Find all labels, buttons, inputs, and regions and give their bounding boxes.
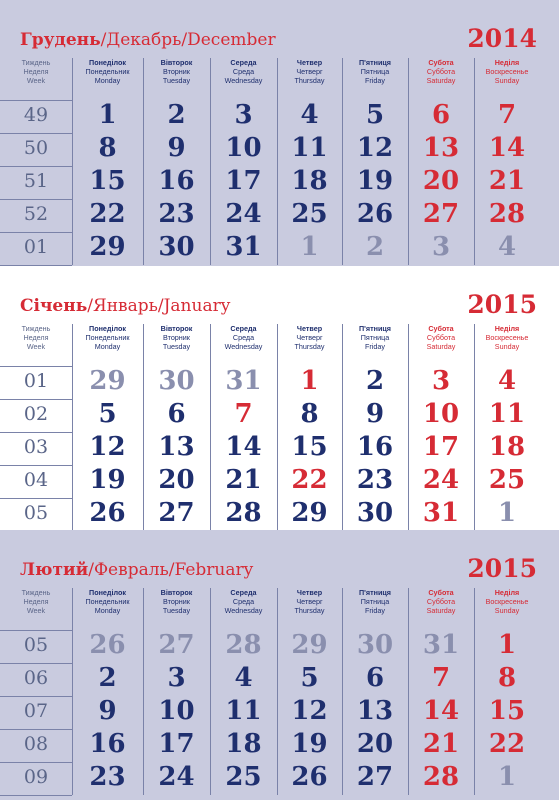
- day-header-label: П'ятниця: [359, 588, 391, 597]
- day-header: [143, 58, 210, 100]
- calendar-day: 27: [158, 630, 195, 660]
- calendar-day: 3: [431, 232, 451, 262]
- day-header: [474, 58, 540, 100]
- day-header-label: Субота: [428, 588, 454, 597]
- week-number: 02: [23, 403, 49, 425]
- calendar-day: 23: [89, 762, 126, 792]
- calendar-day: 31: [422, 630, 460, 660]
- calendar-day: 8: [497, 663, 517, 693]
- day-header-label: Субота: [428, 324, 454, 333]
- day-header-label: Четверг: [296, 333, 323, 342]
- day-header: [277, 324, 342, 366]
- calendar-day: 29: [291, 630, 328, 660]
- day-header: [277, 588, 342, 630]
- calendar-day: 8: [300, 399, 319, 429]
- day-header-label: Monday: [94, 342, 121, 351]
- calendar-day: 16: [356, 432, 394, 462]
- week-number: 06: [23, 667, 49, 689]
- day-header-label: Суббота: [426, 597, 456, 606]
- year-label: 2015: [467, 554, 537, 583]
- calendar-day: 3: [431, 366, 451, 396]
- day-header-label: Вівторок: [160, 324, 193, 333]
- row-divider: [0, 729, 72, 730]
- calendar-day: 25: [488, 465, 526, 495]
- day-header-label: Субота: [428, 58, 454, 67]
- day-header: [408, 324, 474, 366]
- day-header-label: Среда: [232, 333, 255, 342]
- calendar-day: 13: [356, 696, 394, 726]
- calendar-day: 12: [89, 432, 126, 462]
- calendar-day: 26: [89, 498, 126, 528]
- calendar-day: 20: [158, 465, 195, 495]
- day-header-label: Понеділок: [89, 324, 126, 333]
- row-divider: [0, 166, 72, 167]
- calendar-day: 3: [234, 100, 253, 130]
- calendar-grid: [0, 588, 559, 795]
- calendar-day: 30: [356, 498, 394, 528]
- calendar-day: 11: [291, 133, 328, 163]
- row-divider: [0, 465, 72, 466]
- month-december-2014: [0, 0, 559, 266]
- calendar-day: 4: [497, 232, 517, 262]
- day-header: [210, 324, 277, 366]
- calendar-day: 12: [356, 133, 394, 163]
- calendar-day: 27: [158, 498, 195, 528]
- calendar-day: 22: [89, 199, 126, 229]
- calendar-day: 25: [225, 762, 262, 792]
- calendar-day: 23: [158, 199, 195, 229]
- week-header-label: Неделя: [23, 597, 49, 606]
- row-divider: [0, 630, 72, 631]
- calendar-day: 21: [488, 166, 526, 196]
- week-number: 07: [23, 700, 49, 722]
- calendar-day: 20: [422, 166, 460, 196]
- day-header-label: Пятница: [360, 333, 390, 342]
- day-header-label: Tuesday: [162, 342, 191, 351]
- calendar-day: 11: [225, 696, 262, 726]
- calendar-day: 28: [225, 498, 262, 528]
- day-header-label: Wednesday: [224, 606, 263, 615]
- day-header-label: Понедельник: [85, 333, 130, 342]
- day-header-label: Понедельник: [85, 597, 130, 606]
- calendar-day: 1: [300, 232, 319, 262]
- calendar-day: 17: [422, 432, 460, 462]
- day-header-label: Friday: [365, 606, 385, 615]
- day-header-label: Воскресенье: [485, 597, 529, 606]
- month-february-2015: [0, 530, 559, 800]
- day-header-label: Воскресенье: [485, 67, 529, 76]
- week-number: 01: [23, 370, 49, 392]
- day-header: [342, 588, 408, 630]
- day-header-label: Sunday: [494, 606, 520, 615]
- calendar-day: 15: [291, 432, 328, 462]
- calendar-day: 27: [422, 199, 460, 229]
- day-header-label: Понеділок: [89, 58, 126, 67]
- week-number: 50: [23, 137, 49, 159]
- row-divider: [0, 762, 72, 763]
- week-header: [0, 58, 72, 100]
- calendar-day: 21: [422, 729, 460, 759]
- day-header: [474, 324, 540, 366]
- calendar-day: 4: [300, 100, 319, 130]
- calendar-day: 31: [422, 498, 460, 528]
- calendar-day: 18: [291, 166, 328, 196]
- calendar-day: 5: [98, 399, 117, 429]
- calendar-day: 9: [167, 133, 186, 163]
- calendar-day: 19: [356, 166, 394, 196]
- day-header: [408, 58, 474, 100]
- calendar-day: 6: [431, 100, 451, 130]
- calendar-day: 10: [225, 133, 262, 163]
- day-header-label: Sunday: [494, 76, 520, 85]
- calendar-day: 9: [365, 399, 385, 429]
- day-header: [210, 588, 277, 630]
- row-divider: [0, 399, 72, 400]
- calendar-day: 29: [89, 232, 126, 262]
- day-header-label: Пятница: [360, 67, 390, 76]
- day-header-label: Вівторок: [160, 588, 193, 597]
- week-header-label: Неделя: [23, 333, 49, 342]
- day-header-label: Wednesday: [224, 76, 263, 85]
- calendar-day: 6: [365, 663, 385, 693]
- row-divider: [0, 498, 72, 499]
- day-header-label: Неділя: [494, 588, 520, 597]
- week-header-label: Week: [26, 76, 46, 85]
- calendar-day: 1: [300, 366, 319, 396]
- calendar-day: 31: [225, 366, 262, 396]
- day-header-label: Неділя: [494, 324, 520, 333]
- calendar-day: 30: [356, 630, 394, 660]
- calendar-day: 11: [488, 399, 526, 429]
- calendar-day: 14: [488, 133, 526, 163]
- day-header-label: Вторник: [163, 67, 190, 76]
- row-divider: [0, 663, 72, 664]
- day-header-label: Воскресенье: [485, 333, 529, 342]
- week-header-label: Тиждень: [21, 324, 51, 333]
- week-header-label: Тиждень: [21, 58, 51, 67]
- day-header-label: Середа: [230, 58, 257, 67]
- day-header-label: Четвер: [296, 588, 323, 597]
- day-header-label: П'ятниця: [359, 58, 391, 67]
- row-divider: [0, 432, 72, 433]
- calendar-day: 16: [89, 729, 126, 759]
- day-header-label: Saturday: [426, 606, 456, 615]
- day-header-label: Вторник: [163, 597, 190, 606]
- calendar-day: 23: [356, 465, 394, 495]
- calendar-day: 21: [225, 465, 262, 495]
- row-divider: [0, 696, 72, 697]
- calendar-day: 14: [422, 696, 460, 726]
- day-header-label: Четверг: [296, 597, 323, 606]
- calendar-day: 27: [356, 762, 394, 792]
- calendar-day: 14: [225, 432, 262, 462]
- calendar-day: 7: [431, 663, 451, 693]
- calendar-day: 29: [89, 366, 126, 396]
- day-header-label: Среда: [232, 67, 255, 76]
- calendar-day: 3: [167, 663, 186, 693]
- calendar-grid: [0, 324, 559, 531]
- calendar-day: 5: [365, 100, 385, 130]
- calendar-day: 25: [291, 199, 328, 229]
- day-header-label: Saturday: [426, 342, 456, 351]
- week-number: 05: [23, 502, 49, 524]
- day-header: [342, 58, 408, 100]
- day-header-label: Monday: [94, 76, 121, 85]
- day-header-label: Вторник: [163, 333, 190, 342]
- month-title: Грудень/Декабрь/December: [20, 30, 276, 50]
- day-header: [408, 588, 474, 630]
- calendar-grid: [0, 58, 559, 265]
- day-header-label: П'ятниця: [359, 324, 391, 333]
- calendar-day: 1: [98, 100, 117, 130]
- calendar-day: 28: [488, 199, 526, 229]
- day-header-label: Monday: [94, 606, 121, 615]
- calendar-day: 10: [158, 696, 195, 726]
- month-january-2015: [0, 266, 559, 530]
- day-header-label: Sunday: [494, 342, 520, 351]
- calendar-day: 28: [225, 630, 262, 660]
- day-header-label: Wednesday: [224, 342, 263, 351]
- day-header-label: Середа: [230, 324, 257, 333]
- week-header: [0, 324, 72, 366]
- calendar-day: 31: [225, 232, 262, 262]
- calendar-day: 26: [356, 199, 394, 229]
- day-header-label: Понеділок: [89, 588, 126, 597]
- row-divider: [0, 366, 72, 367]
- week-number: 51: [23, 170, 49, 192]
- row-divider: [0, 232, 72, 233]
- calendar-day: 2: [365, 366, 385, 396]
- week-header: [0, 588, 72, 630]
- month-title: Січень/Январь/January: [20, 296, 231, 316]
- calendar-day: 18: [225, 729, 262, 759]
- day-header-label: Середа: [230, 588, 257, 597]
- year-label: 2015: [467, 290, 537, 319]
- week-number: 08: [23, 733, 49, 755]
- calendar-day: 26: [89, 630, 126, 660]
- calendar-day: 7: [497, 100, 517, 130]
- day-header-label: Суббота: [426, 333, 456, 342]
- calendar-day: 19: [291, 729, 328, 759]
- calendar-day: 20: [356, 729, 394, 759]
- day-header-label: Saturday: [426, 76, 456, 85]
- calendar-day: 9: [98, 696, 117, 726]
- calendar-day: 13: [422, 133, 460, 163]
- row-divider: [0, 795, 72, 796]
- calendar-day: 18: [488, 432, 526, 462]
- calendar-day: 2: [365, 232, 385, 262]
- calendar-day: 17: [158, 729, 195, 759]
- calendar-day: 10: [422, 399, 460, 429]
- day-header: [474, 588, 540, 630]
- calendar-day: 15: [89, 166, 126, 196]
- day-header-label: Среда: [232, 597, 255, 606]
- calendar-day: 12: [291, 696, 328, 726]
- day-header-label: Суббота: [426, 67, 456, 76]
- week-number: 09: [23, 766, 49, 788]
- calendar-day: 2: [98, 663, 117, 693]
- week-number: 03: [23, 436, 49, 458]
- day-header: [210, 58, 277, 100]
- day-header-label: Четвер: [296, 58, 323, 67]
- calendar-day: 24: [158, 762, 195, 792]
- calendar-day: 22: [291, 465, 328, 495]
- day-header-label: Tuesday: [162, 76, 191, 85]
- week-header-label: Week: [26, 606, 46, 615]
- day-header-label: Tuesday: [162, 606, 191, 615]
- calendar-day: 30: [158, 232, 195, 262]
- week-header-label: Тиждень: [21, 588, 51, 597]
- calendar-day: 5: [300, 663, 319, 693]
- week-number: 01: [23, 236, 49, 258]
- year-label: 2014: [467, 24, 537, 53]
- day-header-label: Понедельник: [85, 67, 130, 76]
- day-header-label: Четверг: [296, 67, 323, 76]
- day-header-label: Thursday: [294, 606, 325, 615]
- month-title: Лютий/Февраль/February: [20, 560, 254, 580]
- calendar-day: 4: [234, 663, 253, 693]
- day-header: [72, 58, 143, 100]
- calendar-day: 24: [225, 199, 262, 229]
- day-header-label: Thursday: [294, 342, 325, 351]
- week-number: 49: [23, 104, 49, 126]
- calendar-day: 24: [422, 465, 460, 495]
- week-number: 05: [23, 634, 49, 656]
- calendar-day: 13: [158, 432, 195, 462]
- calendar-day: 7: [234, 399, 253, 429]
- calendar-day: 4: [497, 366, 517, 396]
- calendar-day: 19: [89, 465, 126, 495]
- day-header: [342, 324, 408, 366]
- day-header-label: Вівторок: [160, 58, 193, 67]
- day-header: [143, 324, 210, 366]
- day-header-label: Friday: [365, 342, 385, 351]
- week-number: 04: [23, 469, 49, 491]
- row-divider: [0, 100, 72, 101]
- day-header: [277, 58, 342, 100]
- week-header-label: Week: [26, 342, 46, 351]
- day-header-label: Четвер: [296, 324, 323, 333]
- calendar-day: 28: [422, 762, 460, 792]
- day-header: [72, 324, 143, 366]
- calendar-day: 22: [488, 729, 526, 759]
- day-header-label: Неділя: [494, 58, 520, 67]
- week-number: 52: [23, 203, 49, 225]
- week-header-label: Неделя: [23, 67, 49, 76]
- calendar-day: 15: [488, 696, 526, 726]
- row-divider: [0, 133, 72, 134]
- calendar-day: 8: [98, 133, 117, 163]
- calendar-day: 29: [291, 498, 328, 528]
- calendar-day: 16: [158, 166, 195, 196]
- calendar-day: 1: [497, 762, 517, 792]
- calendar-day: 30: [158, 366, 195, 396]
- calendar-day: 1: [497, 498, 517, 528]
- day-header-label: Friday: [365, 76, 385, 85]
- calendar-day: 17: [225, 166, 262, 196]
- day-header-label: Thursday: [294, 76, 325, 85]
- calendar-day: 26: [291, 762, 328, 792]
- day-header-label: Пятница: [360, 597, 390, 606]
- row-divider: [0, 199, 72, 200]
- calendar-day: 6: [167, 399, 186, 429]
- day-header: [143, 588, 210, 630]
- calendar-day: 2: [167, 100, 186, 130]
- day-header: [72, 588, 143, 630]
- calendar-day: 1: [497, 630, 517, 660]
